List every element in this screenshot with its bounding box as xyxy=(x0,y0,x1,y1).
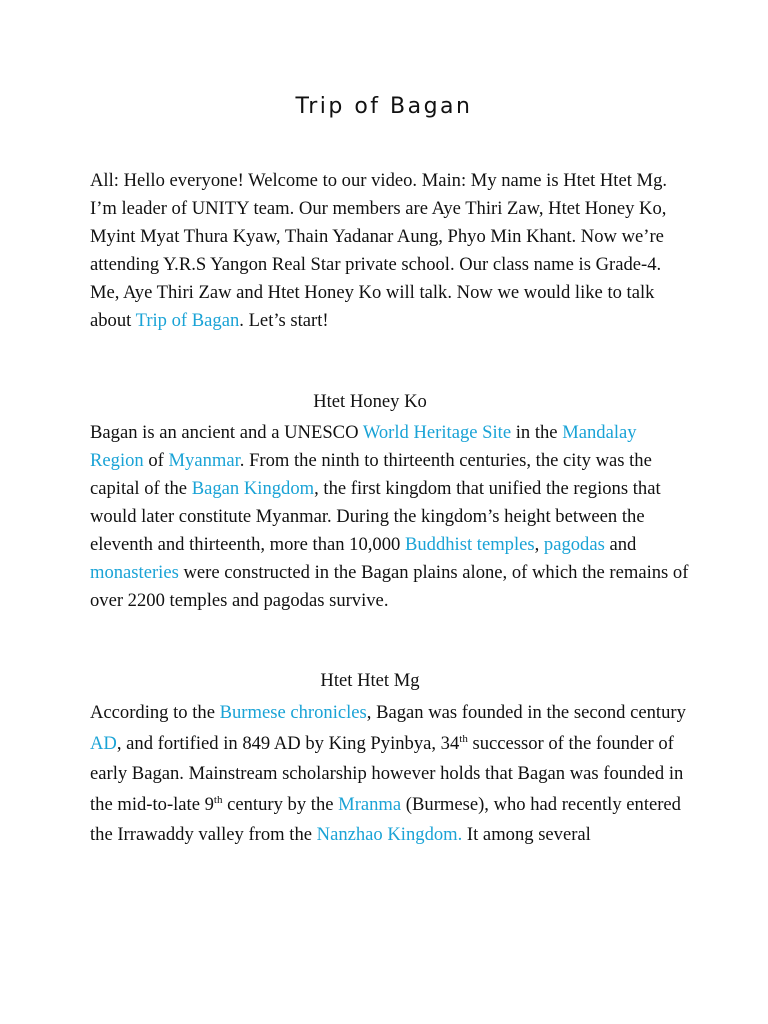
nanzhao-kingdom-link[interactable]: Nanzhao Kingdom. xyxy=(316,824,463,845)
s1-text-8: were constructed in the Bagan plains alone, of which the remains of over 2200 temples and pagodas survive. xyxy=(90,562,689,611)
s1-text-4: . From the ninth to thirteenth centuries, the city was the capital of the xyxy=(90,450,652,499)
s2-text-6: (Burmese), who had recently entered the Irrawaddy valley from the xyxy=(90,793,681,845)
superscript-th-1: th xyxy=(459,732,468,745)
s1-text-6: , xyxy=(534,534,544,555)
s1-text-5: , the first kingdom that unified the regions that would later constitute Myanmar. During the kingdom’s height between the eleventh and thirteenth, more than 10,000 xyxy=(90,478,661,555)
mranma-link[interactable]: Mranma xyxy=(338,793,402,815)
speaker-heading-htet-htet-mg: Htet Htet Mg xyxy=(320,670,420,691)
world-heritage-site-link[interactable]: World Heritage Site xyxy=(362,422,512,443)
pagodas-link[interactable]: pagodas xyxy=(543,534,605,555)
s2-text-3: , and fortified in 849 AD by King Pyinbya, 34 xyxy=(116,732,460,754)
intro-text-2: . Let’s start! xyxy=(239,310,329,331)
myanmar-link[interactable]: Myanmar xyxy=(168,450,240,471)
s2-text-7: It among several xyxy=(462,824,591,845)
superscript-th-2: th xyxy=(213,793,223,806)
s1-text-7: and xyxy=(604,534,637,555)
intro-paragraph xyxy=(90,167,690,335)
s2-text-1: According to the xyxy=(90,702,220,723)
s2-text-2: , Bagan was founded in the second century xyxy=(366,702,686,723)
s2-text-5: century by the xyxy=(222,793,339,815)
document-title: Trip of Bagan xyxy=(295,94,473,119)
buddhist-temples-link[interactable]: Buddhist temples xyxy=(404,534,535,555)
ad-link[interactable]: AD xyxy=(90,732,117,754)
bagan-kingdom-link[interactable]: Bagan Kingdom xyxy=(191,478,315,499)
section1-paragraph xyxy=(90,419,690,615)
s1-text-2: in the xyxy=(511,422,563,443)
s2-text-4: successor of the founder of early Bagan. Mainstream scholarship however holds that Bagan was founded in the mid-to-late 9 xyxy=(90,732,684,815)
s1-text-1: Bagan is an ancient and a UNESCO xyxy=(90,422,363,443)
s1-text-3: of xyxy=(143,450,169,471)
trip-of-bagan-link[interactable]: Trip of Bagan xyxy=(135,310,240,331)
speaker-heading-htet-honey-ko: Htet Honey Ko xyxy=(313,391,427,412)
monasteries-link[interactable]: monasteries xyxy=(90,562,179,583)
mandalay-region-link[interactable]: Mandalay Region xyxy=(90,422,637,471)
intro-text-1: All: Hello everyone! Welcome to our video. Main: My name is Htet Htet Mg. I’m leader of UNITY team. Our members are Aye Thiri Zaw, Htet Honey Ko, Myint Myat Thura Kyaw, Thain Yadanar Aung, Phyo Min Khant. Now we’re attending Y.R.S Yangon Real Star private school. Our class name is Grade-4. Me, Aye Thiri Zaw and Htet Honey Ko will talk. Now we would like to talk about xyxy=(90,170,668,331)
section2-paragraph xyxy=(90,698,690,851)
burmese-chronicles-link[interactable]: Burmese chronicles xyxy=(219,702,367,723)
